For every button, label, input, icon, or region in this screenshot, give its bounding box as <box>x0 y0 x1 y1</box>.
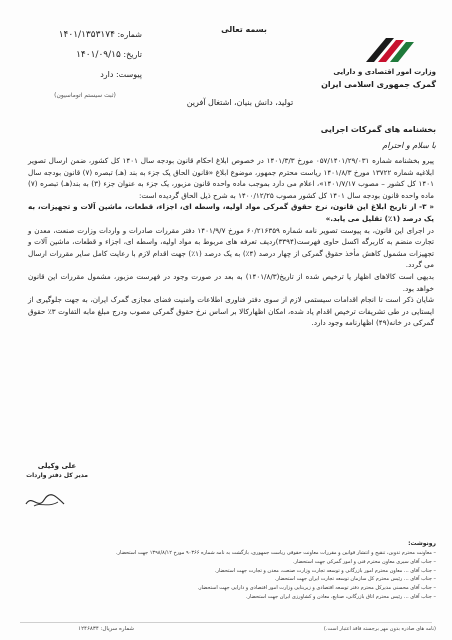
paragraph-intro: پیرو بخشنامه شماره ۰۵۷/۱۴۰۱/۲۹/۰۳۱ مورخ ۱۴۰۱/۳/۳ در خصوص ابلاغ احکام قانون بودجه سال ۱۴۰۱ کل کشور، ضمن ارسال تصویر ابلاغیه شماره ۱۳۷۲۲ مورخ ۱۴۰۱/۸/۳ ریاست محترم جمهور، موضوع ابلاغ «قانون الحاق یک جزء به بند (هـ) تبصره (۷) قانون بودجه سال ۱۴۰۱ کل کشور – مصوب ۱۴۰۱/۷/۱۷»، اعلام می دارد بموجب ماده واحده قانون مزبور، یک جزء به عنوان جزء (۳) به بند(هـ) تبصره (۷) ماده واحده قانون بودجه سال ۱۴۰۱ کل کشور مصوب ۱۴۰۰/۱۲/۲۵ به شرح ذیل الحاق گردیده است: <box>28 156 435 200</box>
number-label: شماره: <box>117 30 142 39</box>
cc-item: – جناب آقای محسنی مدیرکل محترم دفتر توسعه اقتصادی و زیربنایی وزارت امور اقتصادی و دارایی جهت استحضار. <box>197 585 436 592</box>
system-note: (ثبت سیستم اتوماسیون) <box>54 92 116 99</box>
letter-attachment <box>22 70 142 80</box>
serial-value: ۱۲۴۶۸۳۴ <box>78 626 99 632</box>
date-value: ۱۴۰۱/۰۹/۱۵ <box>76 50 121 60</box>
cc-list <box>24 549 436 602</box>
cc-item: – جناب آقای ... رئیس محترم کل سازمان توسعه تجارت ایران جهت استحضار. <box>274 576 436 583</box>
letter-body <box>28 155 434 329</box>
page-title: بخشنامه های گمرکات اجرایی <box>320 125 436 134</box>
signer-name: علی وکیلی <box>37 462 77 470</box>
customs-name: گمرک جمهوری اسلامی ایران <box>321 80 436 89</box>
paragraph-quote: « ۳- از تاریخ ابلاغ این قانون، نرخ حقوق گمرکی مواد اولیه، واسطه ای، اجزاء، قطعات، ماشین آلات و تجهیزات، به یک درصد (۱٪) تقلیل می یابد.» <box>28 202 434 223</box>
cc-item: – جناب آقای ... معاون محترم امور بازرگانی و توسعه تجارت وزارت صنعت، معدن و تجارت جهت استحضار. <box>214 567 436 574</box>
signature-icon <box>22 490 68 512</box>
paragraph-effective-date: بدیهی است کالاهای اظهار یا ترخیص شده از تاریخ(۱۴۰۱/۸/۳) به بعد در صورت وجود در فهرست مزبور، مشمول مقررات این قانون خواهد بود. <box>28 271 434 293</box>
footer-divider <box>20 622 432 623</box>
number-value: ۱۴۰۱/۱۳۵۳۱۷۴ <box>58 30 115 40</box>
letter-date <box>22 50 142 60</box>
footer-note: (نامه های صادره بدون مهر برجسته فاقد اعتبار است.) <box>323 626 436 632</box>
cc-label: رونوشت: <box>408 540 436 547</box>
cc-item: – جناب آقای ... رئیس محترم اتاق بازرگانی، صنایع، معادن و کشاورزی ایران جهت استحضار. <box>245 593 436 600</box>
handwritten-greeting: با سلام و احترام <box>382 141 436 150</box>
serial-number <box>24 626 134 633</box>
customs-logo-icon <box>360 32 416 66</box>
paragraph-system-note: شایان ذکر است تا انجام اقدامات سیستمی لازم از سوی دفتر فناوری اطلاعات وامنیت فضای مجازی گمرک ایران، به جهت جلوگیری از ایستایی در طی تشریفات ترخیص اقدام یاد شده، امکان اظهارکالا بر اساس نرخ حقوق گمرکی مصوب ودرج مبلغ مابه التفاوت ۳٪ حقوق گمرکی در خانه(۴۹) اظهارنامه وجود دارد. <box>28 295 435 328</box>
attachment-value: دارد <box>100 70 114 79</box>
cc-item: – جناب آقای سیری معاون محترم فنی و امور گمرکی جهت استحضار. <box>293 558 436 565</box>
paragraph-implementation: در اجرای این قانون، به پیوست تصویر نامه شماره ۶۰/۲۱۶۳۵۹ مورخ ۱۴۰۱/۹/۷ دفتر مقررات صادرات و واردات وزارت صنعت، معدن و تجارت منضم به کاربرگه اکسل حاوی فهرست(۳۳۹۴)ردیف تعرفه های مربوط به مواد اولیه، واسطه ای، اجزاء و قطعات، ماشین آلات و تجهیزات مشمول کاهش مأخذ حقوق گمرکی از چهار درصد (۴٪) به یک درصد (۱٪) جهت اقدام لازم با رعایت کامل سایر مقررات ارسال می گردد. <box>28 225 434 270</box>
bismillah: بسمه تعالی <box>221 25 267 34</box>
letter-number <box>22 30 142 40</box>
ministry-name: وزارت امور اقتصادی و دارایی <box>333 68 436 76</box>
signer-title: مدیر کل دفتر واردات <box>26 472 88 479</box>
cc-item: – معاونت محترم تدوین، تنقیح و انتشار قوانین و مقررات معاونت حقوقی ریاست جمهوری، بازگشت به نامه شماره ۹۰۳۶۶ مورخ ۱۳۹۸/۸/۱۲ جهت استحضار. <box>116 550 436 556</box>
serial-label: شماره سریال: <box>100 626 134 632</box>
slogan: تولید، دانش بنیان، اشتغال آفرین <box>186 98 294 107</box>
date-label: تاریخ: <box>123 50 142 59</box>
attachment-label: پیوست: <box>115 70 142 79</box>
